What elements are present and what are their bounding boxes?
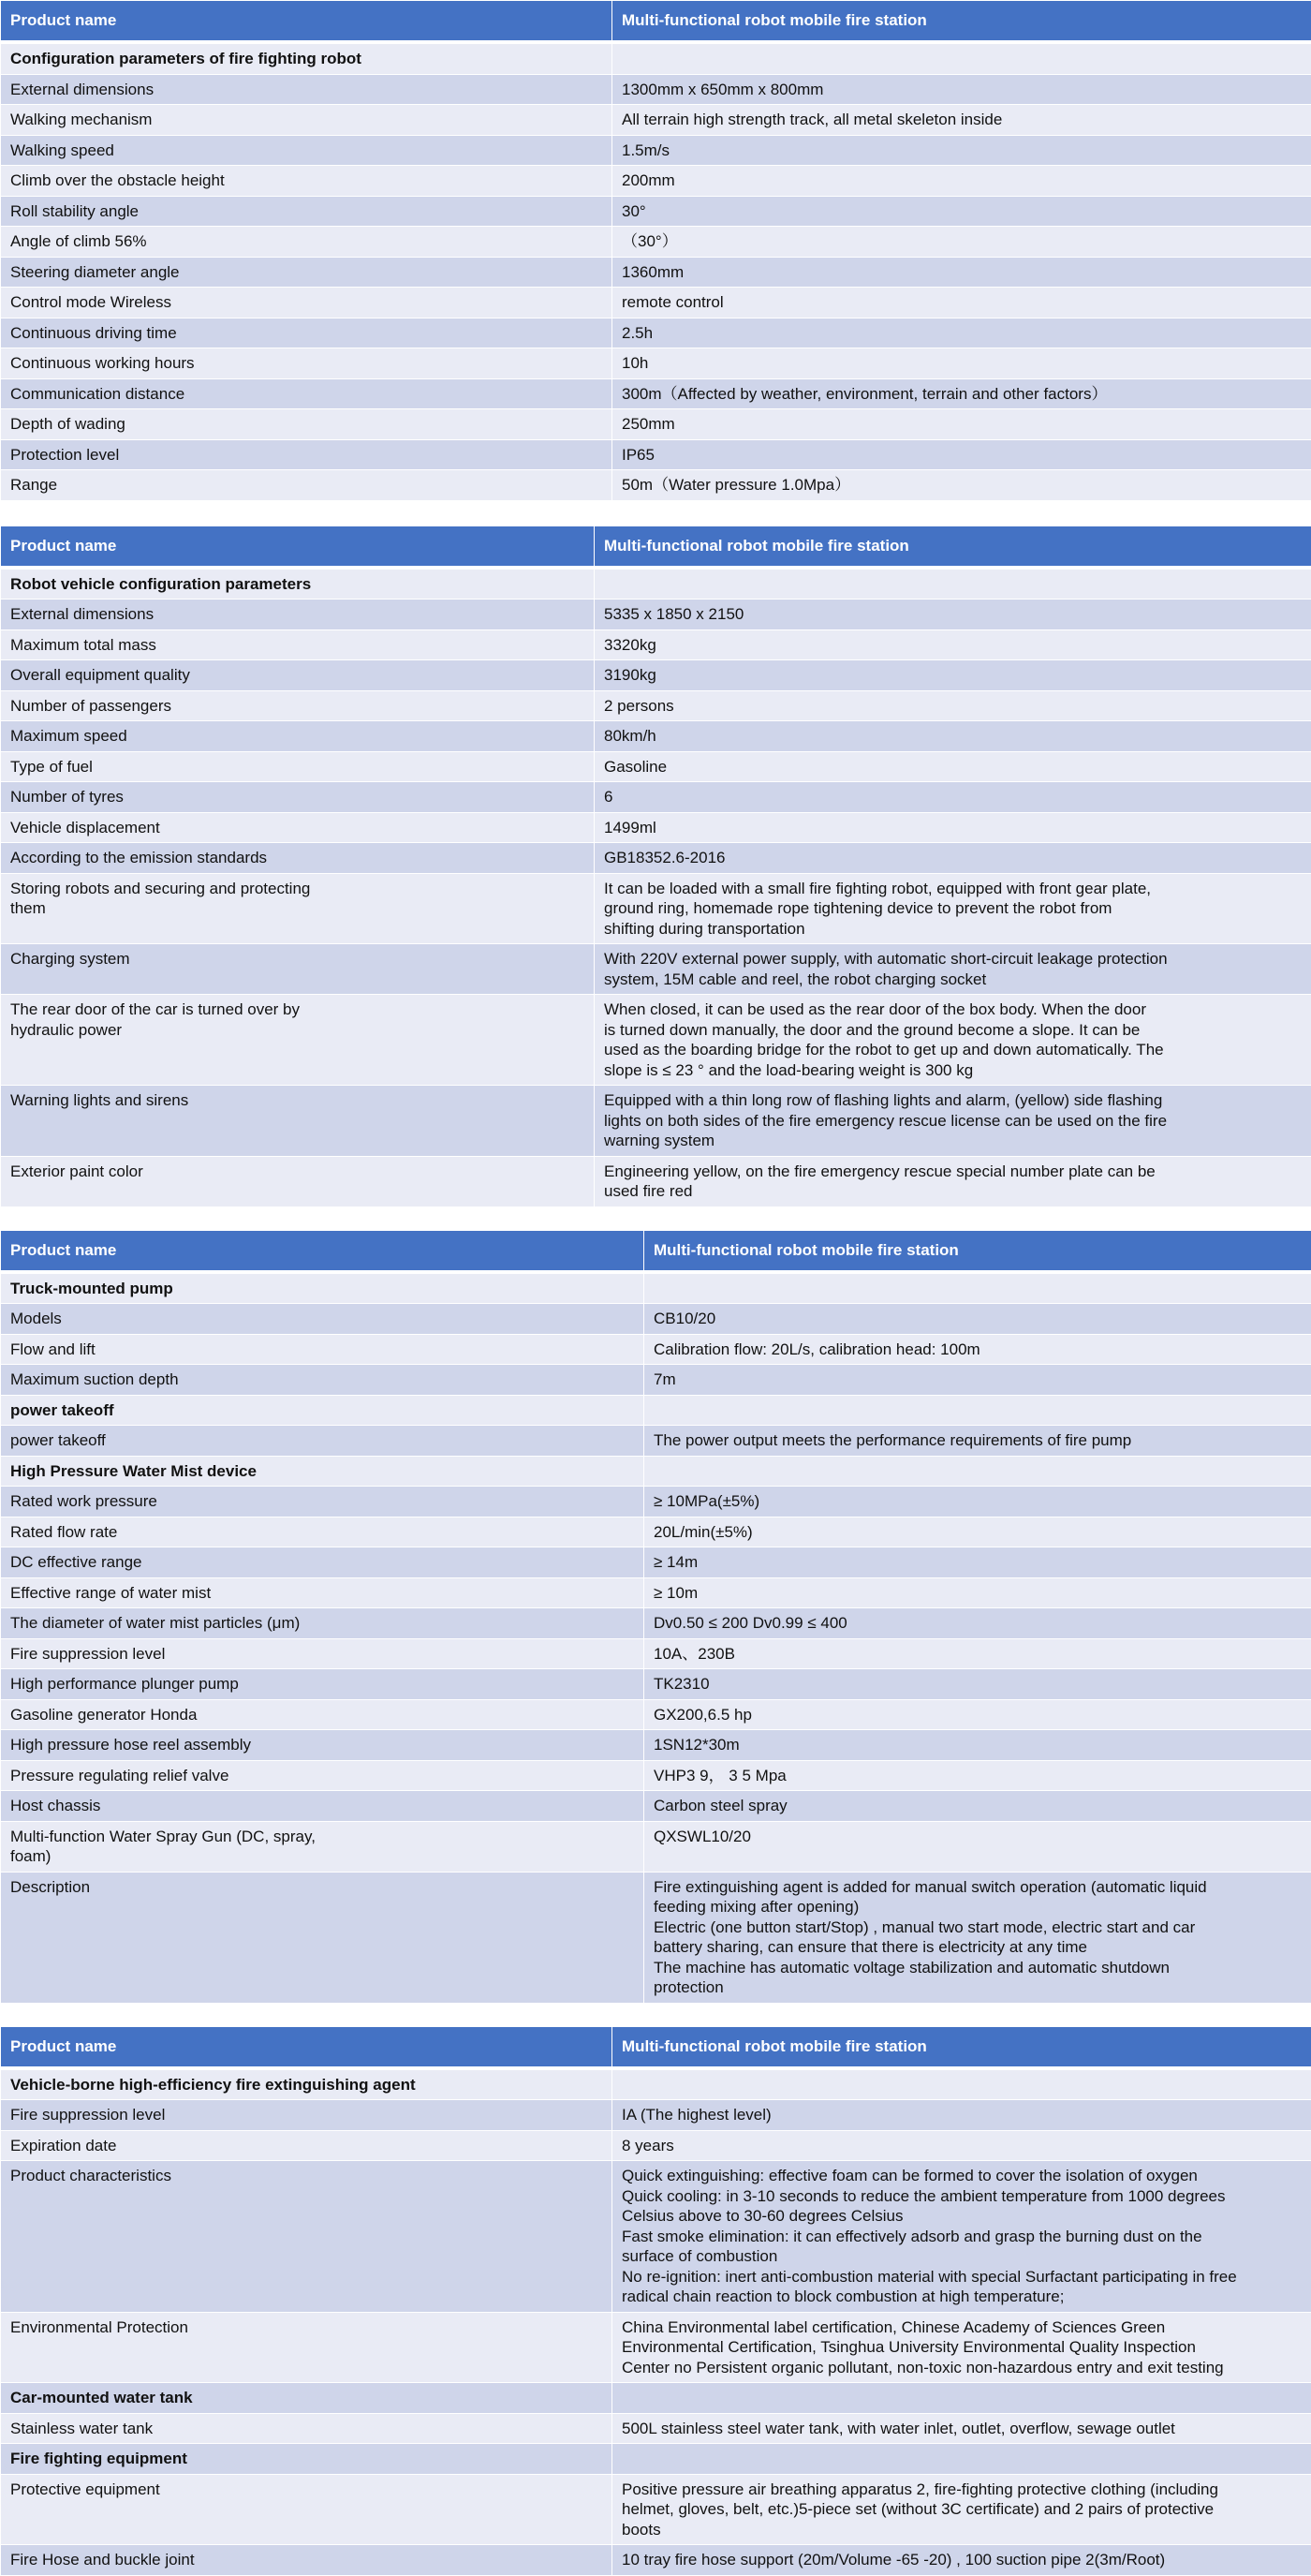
table-row xyxy=(1,74,1311,105)
section-row xyxy=(1,2068,1311,2100)
param-label: Gasoline generator Honda xyxy=(1,1699,644,1730)
param-value: 30° xyxy=(612,196,1311,227)
param-label: Expiration date xyxy=(1,2130,612,2161)
param-value: 1360mm xyxy=(612,257,1311,288)
param-value: Engineering yellow, on the fire emergency rescue special number plate can be used fire red xyxy=(595,1156,1311,1207)
param-value: Quick extinguishing: effective foam can be formed to cover the isolation of oxygen Quick cooling: in 3-10 seconds to reduce the ambient temperature from 1000 degrees Celsius above to 30-60 degrees Celsius Fast smoke elimination: it can effectively adsorb and grasp the burning dust on the surface of combustion No re-ignition: inert anti-combustion material with special Surfactant participating in free radical chain reaction to block combustion at high temperature; xyxy=(612,2161,1311,2313)
param-label: Number of passengers xyxy=(1,690,595,721)
param-value: It can be loaded with a small fire fighting robot, equipped with front gear plate, ground ring, homemade rope tightening device to prevent the robot from shifting during transportation xyxy=(595,873,1311,944)
table-row xyxy=(1,1365,1311,1396)
param-label: Product characteristics xyxy=(1,2161,612,2313)
table-row xyxy=(1,196,1311,227)
param-label: Protective equipment xyxy=(1,2474,612,2545)
param-label: Steering diameter angle xyxy=(1,257,612,288)
param-value: 3190kg xyxy=(595,660,1311,691)
table-row xyxy=(1,470,1311,501)
header-value: Multi-functional robot mobile fire station xyxy=(644,1230,1311,1272)
table-row xyxy=(1,2545,1311,2576)
param-value: 10h xyxy=(612,348,1311,379)
param-label: Host chassis xyxy=(1,1791,644,1822)
param-value: TK2310 xyxy=(644,1669,1311,1700)
param-label: According to the emission standards xyxy=(1,843,595,874)
table-row xyxy=(1,1608,1311,1639)
param-value: 300m（Affected by weather, environment, terrain and other factors） xyxy=(612,378,1311,409)
param-label: Exterior paint color xyxy=(1,1156,595,1207)
param-label: Fire Hose and buckle joint xyxy=(1,2545,612,2576)
param-value: Carbon steel spray xyxy=(644,1791,1311,1822)
param-value xyxy=(644,1456,1311,1487)
param-label: Stainless water tank xyxy=(1,2413,612,2444)
param-label: Warning lights and sirens xyxy=(1,1086,595,1157)
param-label: Description xyxy=(1,1872,644,2003)
param-label: High pressure hose reel assembly xyxy=(1,1730,644,1761)
param-value: China Environmental label certification, Chinese Academy of Sciences Green Environmental Certification, Tsinghua University Environmental Quality Inspection Center no Persistent organic pollutant, non-toxic non-hazardous entry and exit testing xyxy=(612,2312,1311,2383)
table-row xyxy=(1,2161,1311,2313)
table-row xyxy=(1,944,1311,995)
table-row xyxy=(1,1872,1311,2003)
param-label: External dimensions xyxy=(1,600,595,630)
param-value: 1499ml xyxy=(595,812,1311,843)
param-value: ≥ 10m xyxy=(644,1577,1311,1608)
param-value: 1SN12*30m xyxy=(644,1730,1311,1761)
table-row xyxy=(1,166,1311,197)
section-title: Truck-mounted pump xyxy=(1,1272,644,1304)
param-label: Walking mechanism xyxy=(1,105,612,136)
table-row xyxy=(1,2100,1311,2131)
param-value: QXSWL10/20 xyxy=(644,1821,1311,1872)
param-value: IA (The highest level) xyxy=(612,2100,1311,2131)
header-value: Multi-functional robot mobile fire station xyxy=(612,2026,1311,2068)
param-value: 50m（Water pressure 1.0Mpa） xyxy=(612,470,1311,501)
section-title: power takeoff xyxy=(1,1395,644,1426)
param-value: Equipped with a thin long row of flashing lights and alarm, (yellow) side flashing lights on both sides of the fire emergency rescue license can be used on the fire warning system xyxy=(595,1086,1311,1157)
table-row xyxy=(1,135,1311,166)
param-label: Type of fuel xyxy=(1,751,595,782)
param-label: Continuous working hours xyxy=(1,348,612,379)
param-label: Angle of climb 56% xyxy=(1,227,612,258)
table-row xyxy=(1,812,1311,843)
table-row xyxy=(1,1638,1311,1669)
table-row xyxy=(1,1304,1311,1335)
param-value: IP65 xyxy=(612,439,1311,470)
table-row xyxy=(1,318,1311,348)
table-body xyxy=(1,2068,1311,2576)
table-row xyxy=(1,873,1311,944)
param-value: 500L stainless steel water tank, with water inlet, outlet, overflow, sewage outlet xyxy=(612,2413,1311,2444)
table-gap xyxy=(0,1207,1311,1230)
param-label: Communication distance xyxy=(1,378,612,409)
section-row xyxy=(1,1456,1311,1487)
section-row xyxy=(1,1395,1311,1426)
header-name: Product name xyxy=(1,1,612,43)
section-row xyxy=(1,568,1311,600)
header-value: Multi-functional robot mobile fire station xyxy=(612,1,1311,43)
param-label: Range xyxy=(1,470,612,501)
section-row xyxy=(1,42,1311,74)
table-row xyxy=(1,409,1311,440)
table-row xyxy=(1,690,1311,721)
param-value: 10A、230B xyxy=(644,1638,1311,1669)
param-label: Roll stability angle xyxy=(1,196,612,227)
param-value: 1.5m/s xyxy=(612,135,1311,166)
section-row xyxy=(1,2383,1311,2414)
param-label: Control mode Wireless xyxy=(1,288,612,318)
param-value: remote control xyxy=(612,288,1311,318)
param-label: The diameter of water mist particles (μm) xyxy=(1,1608,644,1639)
param-value: 8 years xyxy=(612,2130,1311,2161)
param-value: Positive pressure air breathing apparatus 2, fire-fighting protective clothing (including helmet, gloves, belt, etc.)5-piece set (without 3C certificate) and 2 pairs of protective boots xyxy=(612,2474,1311,2545)
table-row xyxy=(1,1669,1311,1700)
param-value xyxy=(612,2383,1311,2414)
table-row xyxy=(1,600,1311,630)
param-label: Pressure regulating relief valve xyxy=(1,1760,644,1791)
param-value: Dv0.50 ≤ 200 Dv0.99 ≤ 400 xyxy=(644,1608,1311,1639)
param-value: 3320kg xyxy=(595,629,1311,660)
param-value xyxy=(612,2068,1311,2100)
table-row xyxy=(1,629,1311,660)
param-label: Maximum suction depth xyxy=(1,1365,644,1396)
table-body xyxy=(1,42,1311,500)
section-row xyxy=(1,1272,1311,1304)
param-value: 200mm xyxy=(612,166,1311,197)
param-value: When closed, it can be used as the rear door of the box body. When the door is turned down manually, the door and the ground become a slope. It can be used as the boarding bridge for the robot to get up and down automatically. The slope is ≤ 23 ° and the load-bearing weight is 300 kg xyxy=(595,995,1311,1086)
table-body xyxy=(1,568,1311,1207)
param-value xyxy=(644,1272,1311,1304)
header-name: Product name xyxy=(1,2026,612,2068)
table-row xyxy=(1,1821,1311,1872)
param-value: 2.5h xyxy=(612,318,1311,348)
section-title: Car-mounted water tank xyxy=(1,2383,612,2414)
param-label: Multi-function Water Spray Gun (DC, spray, foam) xyxy=(1,1821,644,1872)
table-gap xyxy=(0,2004,1311,2026)
table-row xyxy=(1,378,1311,409)
param-value: 2 persons xyxy=(595,690,1311,721)
table-row xyxy=(1,257,1311,288)
table-header xyxy=(1,1230,1311,1272)
param-value: 7m xyxy=(644,1365,1311,1396)
param-label: Models xyxy=(1,1304,644,1335)
param-value: 250mm xyxy=(612,409,1311,440)
table-row xyxy=(1,660,1311,691)
table-header xyxy=(1,2026,1311,2068)
table-row xyxy=(1,995,1311,1086)
table-row xyxy=(1,2413,1311,2444)
param-label: Rated flow rate xyxy=(1,1517,644,1547)
table-row xyxy=(1,751,1311,782)
param-value: All terrain high strength track, all metal skeleton inside xyxy=(612,105,1311,136)
param-label: Continuous driving time xyxy=(1,318,612,348)
table-row xyxy=(1,105,1311,136)
param-label: power takeoff xyxy=(1,1426,644,1457)
table-row xyxy=(1,288,1311,318)
param-value xyxy=(612,42,1311,74)
param-value: Gasoline xyxy=(595,751,1311,782)
param-value xyxy=(612,2444,1311,2475)
param-value: With 220V external power supply, with automatic short-circuit leakage protection system, 15M cable and reel, the robot charging socket xyxy=(595,944,1311,995)
param-value: GB18352.6-2016 xyxy=(595,843,1311,874)
table-row xyxy=(1,2130,1311,2161)
table-row xyxy=(1,1791,1311,1822)
table-row xyxy=(1,721,1311,752)
table-gap xyxy=(0,501,1311,526)
param-value: ≥ 10MPa(±5%) xyxy=(644,1487,1311,1517)
param-value: Calibration flow: 20L/s, calibration head: 100m xyxy=(644,1334,1311,1365)
table-row xyxy=(1,1156,1311,1207)
param-value: 5335 x 1850 x 2150 xyxy=(595,600,1311,630)
table-row xyxy=(1,1517,1311,1547)
param-label: Fire suppression level xyxy=(1,1638,644,1669)
table-row xyxy=(1,348,1311,379)
param-label: Walking speed xyxy=(1,135,612,166)
agent-equipment-table xyxy=(0,2026,1311,2576)
param-value xyxy=(595,568,1311,600)
param-value: VHP3 9， 3 5 Mpa xyxy=(644,1760,1311,1791)
param-value xyxy=(644,1395,1311,1426)
header-name: Product name xyxy=(1,1230,644,1272)
param-value: 6 xyxy=(595,782,1311,813)
param-value: Fire extinguishing agent is added for manual switch operation (automatic liquid feeding mixing after opening) Electric (one button start/Stop) , manual two start mode, electric start and car battery sharing, can ensure that there is electricity at any time The machine has automatic voltage stabilization and automatic shutdown protection xyxy=(644,1872,1311,2003)
table-row xyxy=(1,1426,1311,1457)
param-label: DC effective range xyxy=(1,1547,644,1578)
param-label: Flow and lift xyxy=(1,1334,644,1365)
table-header xyxy=(1,1,1311,43)
param-label: Depth of wading xyxy=(1,409,612,440)
section-title: Configuration parameters of fire fighting robot xyxy=(1,42,612,74)
param-label: Vehicle displacement xyxy=(1,812,595,843)
section-title: Robot vehicle configuration parameters xyxy=(1,568,595,600)
section-title: High Pressure Water Mist device xyxy=(1,1456,644,1487)
param-label: The rear door of the car is turned over by hydraulic power xyxy=(1,995,595,1086)
table-row xyxy=(1,2474,1311,2545)
param-label: Climb over the obstacle height xyxy=(1,166,612,197)
param-label: Number of tyres xyxy=(1,782,595,813)
param-label: Overall equipment quality xyxy=(1,660,595,691)
param-value: 10 tray fire hose support (20m/Volume -65 -20) , 100 suction pipe 2(3m/Root) xyxy=(612,2545,1311,2576)
table-row xyxy=(1,843,1311,874)
param-value: （30°） xyxy=(612,227,1311,258)
param-label: Effective range of water mist xyxy=(1,1577,644,1608)
param-label: Fire suppression level xyxy=(1,2100,612,2131)
param-label: Protection level xyxy=(1,439,612,470)
param-label: Storing robots and securing and protecting them xyxy=(1,873,595,944)
section-row xyxy=(1,2444,1311,2475)
param-value: ≥ 14m xyxy=(644,1547,1311,1578)
table-row xyxy=(1,1487,1311,1517)
table-row xyxy=(1,1760,1311,1791)
param-value: The power output meets the performance requirements of fire pump xyxy=(644,1426,1311,1457)
table-row xyxy=(1,2312,1311,2383)
table-row xyxy=(1,1577,1311,1608)
param-label: Maximum speed xyxy=(1,721,595,752)
param-value: CB10/20 xyxy=(644,1304,1311,1335)
param-value: 20L/min(±5%) xyxy=(644,1517,1311,1547)
param-value: 1300mm x 650mm x 800mm xyxy=(612,74,1311,105)
param-label: Environmental Protection xyxy=(1,2312,612,2383)
table-row xyxy=(1,1730,1311,1761)
table-row xyxy=(1,1547,1311,1578)
vehicle-config-table xyxy=(0,526,1311,1207)
param-label: Rated work pressure xyxy=(1,1487,644,1517)
header-name: Product name xyxy=(1,526,595,568)
section-title: Fire fighting equipment xyxy=(1,2444,612,2475)
robot-config-table xyxy=(0,0,1311,501)
section-title: Vehicle-borne high-efficiency fire extinguishing agent xyxy=(1,2068,612,2100)
table-row xyxy=(1,1699,1311,1730)
pump-config-table xyxy=(0,1230,1311,2004)
table-row xyxy=(1,1334,1311,1365)
param-value: GX200,6.5 hp xyxy=(644,1699,1311,1730)
table-row xyxy=(1,227,1311,258)
table-row xyxy=(1,439,1311,470)
table-body xyxy=(1,1272,1311,2004)
param-label: Maximum total mass xyxy=(1,629,595,660)
param-label: High performance plunger pump xyxy=(1,1669,644,1700)
param-label: Charging system xyxy=(1,944,595,995)
table-row xyxy=(1,1086,1311,1157)
table-header xyxy=(1,526,1311,568)
header-value: Multi-functional robot mobile fire station xyxy=(595,526,1311,568)
table-row xyxy=(1,782,1311,813)
param-label: External dimensions xyxy=(1,74,612,105)
param-value: 80km/h xyxy=(595,721,1311,752)
